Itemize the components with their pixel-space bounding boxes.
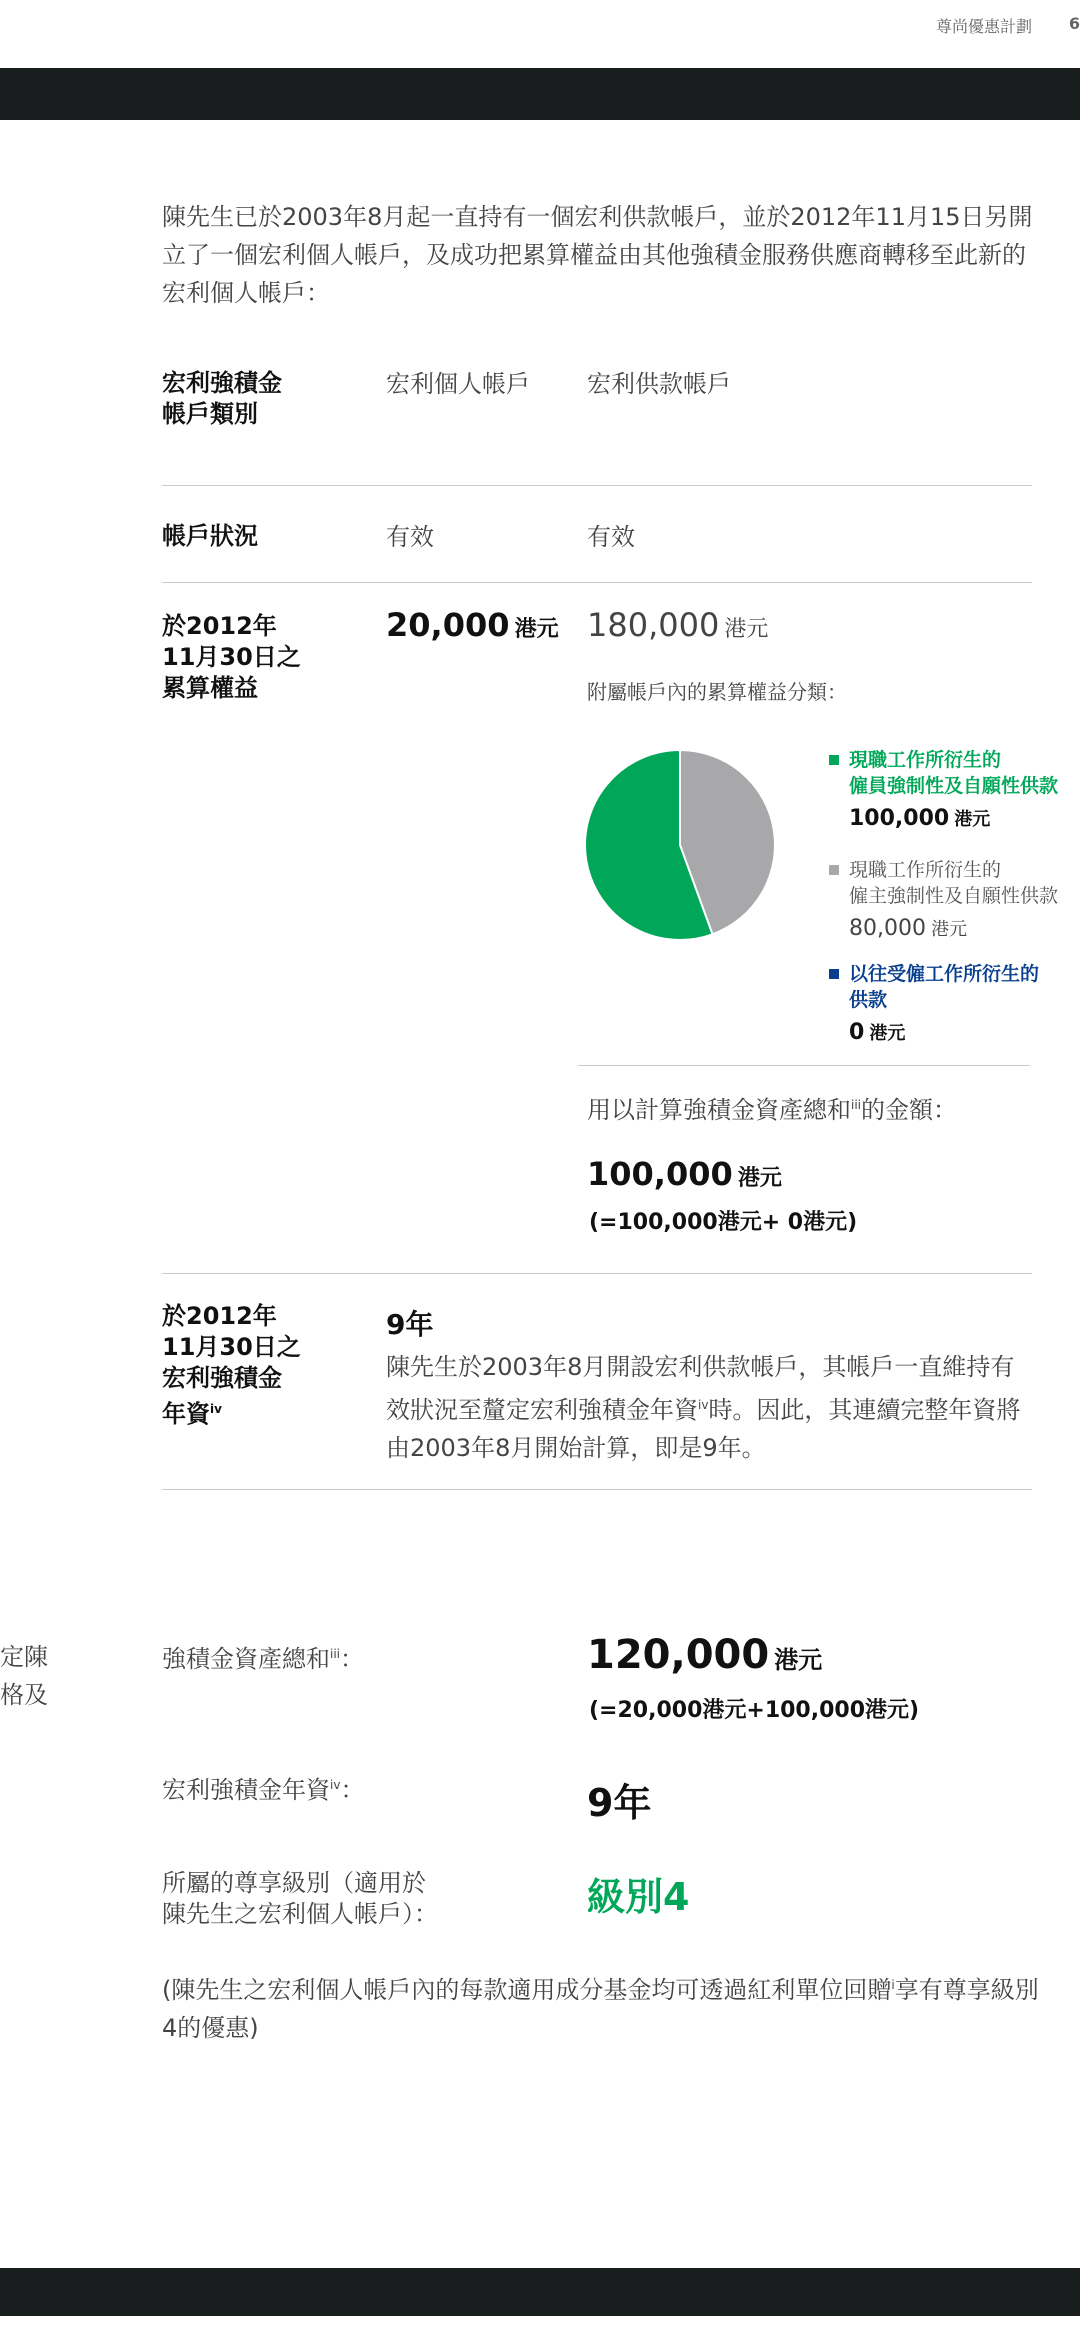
divider xyxy=(162,582,1032,583)
status-label: 帳戶狀況 xyxy=(162,522,258,550)
mpf-years-value: 9年 xyxy=(587,1781,652,1825)
status-col1: 有效 xyxy=(386,523,434,551)
mpf-years-label: 宏利強積金年資$^{iv}$： xyxy=(162,1776,365,1804)
top-dark-band xyxy=(0,68,1080,120)
legend-swatch xyxy=(829,969,839,979)
account-type-col1: 宏利個人帳戶 xyxy=(386,370,530,398)
bottom-dark-band xyxy=(0,2268,1080,2316)
benefits-col2-unit: 港元 xyxy=(724,617,769,642)
intro-paragraph: 陳先生已於2003年8月起一直持有一個宏利供款帳戶，並於2012年11月15日另開立了一個宏利個人帳戶，及成功把累算權益由其他強積金服務供應商轉移至此新的宏利個人帳戶： xyxy=(162,203,1033,307)
benefits-label: 於2012年 11月30日之 累算權益 xyxy=(162,612,301,702)
breakdown-note: 附屬帳戶內的累算權益分類： xyxy=(587,680,847,704)
tier-note: (陳先生之宏利個人帳戶內的每款適用成分基金均可透過紅利單位回贈$^i$享有尊享級別4的優惠) xyxy=(162,1976,1039,2042)
benefits-col1 xyxy=(386,606,559,644)
cutoff-text-line2: 格及 xyxy=(0,1681,48,1709)
years-description: 陳先生於2003年8月開設宏利供款帳戶，其帳戶一直維持有效狀況至釐定宏利強積金年資$^{iv}$時。因此，其連續完整年資將由2003年8月開始計算，即是9年。 xyxy=(386,1353,1021,1462)
benefits-col1-amount: 20,000 xyxy=(386,606,510,644)
tier-label: 所屬的尊享級別（適用於 陳先生之宏利個人帳戶）： xyxy=(162,1869,438,1928)
legend-item-previous: 以往受僱工作所衍生的 供款 0 港元 xyxy=(829,961,1080,1045)
years-label: 於2012年 11月30日之 宏利強積金 年資$^{iv}$ xyxy=(162,1302,301,1428)
divider xyxy=(162,1273,1032,1274)
total-assets-formula: (=20,000港元+100,000港元) xyxy=(589,1698,920,1723)
benefits-col2-amount: 180,000 xyxy=(587,606,720,644)
mpf-calc-label: 用以計算強積金資產總和$^{iii}$的金額： xyxy=(587,1096,958,1124)
account-type-label: 宏利強積金 帳戶類別 xyxy=(162,369,282,428)
divider xyxy=(578,1065,1030,1066)
cutoff-text-line1: 定陳 xyxy=(0,1643,48,1671)
mpf-calc-formula: (=100,000港元+ 0港元) xyxy=(589,1210,858,1235)
mpf-calc-amount: 100,000 港元 xyxy=(587,1155,782,1193)
total-assets-label: 強積金資產總和$^{iii}$： xyxy=(162,1645,365,1673)
total-assets-amount: 120,000 港元 xyxy=(587,1632,823,1678)
divider xyxy=(162,485,1032,486)
page-number: 6 xyxy=(1068,14,1080,33)
benefits-col1-unit: 港元 xyxy=(514,617,559,642)
tier-value: 級別4 xyxy=(587,1875,690,1919)
divider xyxy=(162,1489,1032,1490)
legend-item-employee: 現職工作所衍生的 僱員強制性及自願性供款 100,000 港元 xyxy=(829,747,1080,831)
benefits-col2 xyxy=(587,606,768,644)
years-value: 9年 xyxy=(386,1308,434,1341)
top-header xyxy=(0,0,1080,44)
account-type-col2: 宏利供款帳戶 xyxy=(587,370,731,398)
legend-swatch xyxy=(829,865,839,875)
status-col2: 有效 xyxy=(587,523,635,551)
legend-swatch xyxy=(829,755,839,765)
header-title: 尊尚優惠計劃 xyxy=(935,17,1032,36)
legend-item-employer: 現職工作所衍生的 僱主強制性及自願性供款 80,000 港元 xyxy=(829,857,1080,941)
breakdown-pie-chart xyxy=(580,745,780,945)
